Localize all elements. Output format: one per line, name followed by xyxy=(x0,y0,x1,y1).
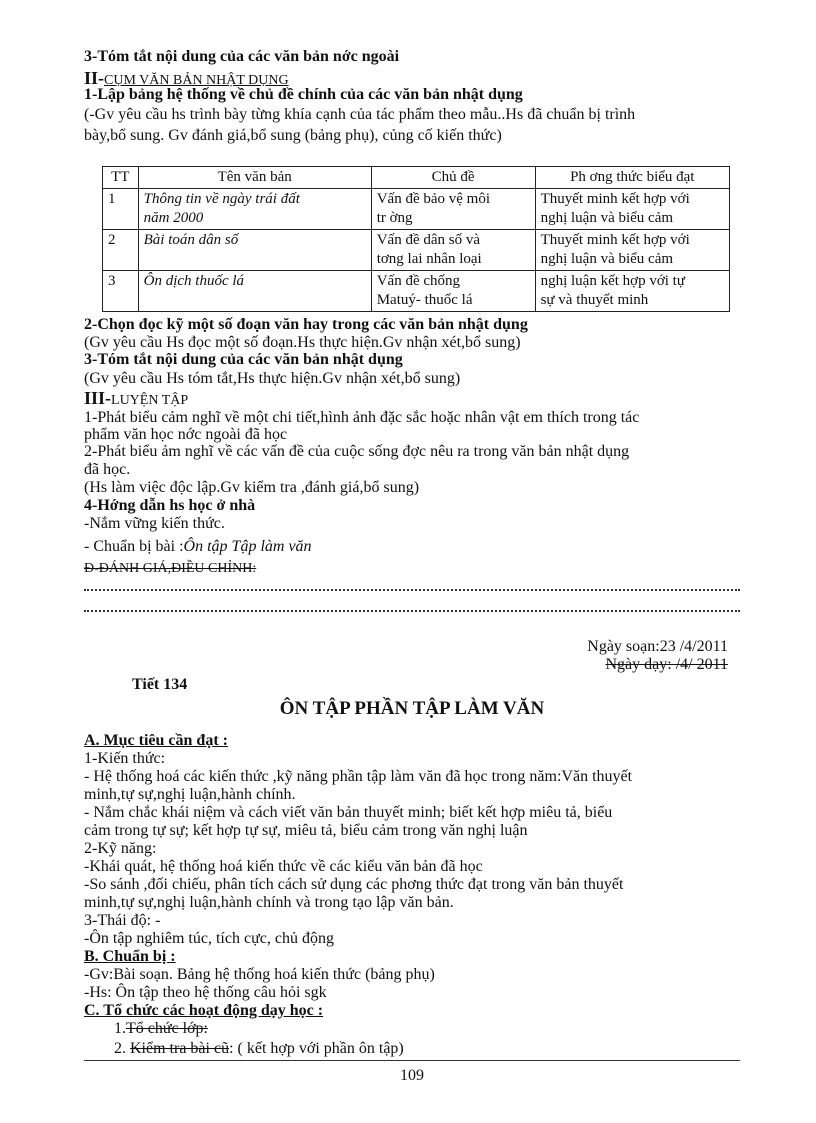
section-ii-title: CỤM VĂN BẢN NHẬT DỤNG xyxy=(104,73,289,88)
header-topic: Chủ đề xyxy=(371,167,535,189)
c-item2: 2. Kiểm tra bài cũ: ( kết hợp với phần ôn tập) xyxy=(114,1040,404,1057)
a-knowledge-line1: - Hệ thống hoá các kiến thức ,kỹ năng phần tập làm văn đã học trong năm:Văn thuyết xyxy=(84,768,633,785)
next-lesson-title: Ôn tập Tập làm văn xyxy=(183,538,312,555)
item3-desc: (Gv yêu cầu Hs tóm tắt,Hs thực hiện.Gv nhận xét,bổ sung) xyxy=(84,370,461,387)
item2-desc: (Gv yêu cầu Hs đọc một số đoạn.Hs thực hiện.Gv nhận xét,bổ sung) xyxy=(84,334,521,351)
method-cell: Thuyết minh kết hợp với nghị luận và biểu cảm xyxy=(535,230,729,271)
item3-title: 3-Tóm tắt nội dung của các văn bản nhật dụng xyxy=(84,351,403,368)
section-iii-number: III- xyxy=(84,388,112,408)
heading-summary-foreign: 3-Tóm tắt nội dung của các văn bản nớc ngoài xyxy=(84,48,400,65)
section-a-title: A. Mục tiêu cần đạt : xyxy=(84,732,228,749)
topic-cell: Vấn đề dân số và tơng lai nhân loại xyxy=(371,230,535,271)
topic-cell: Vấn đề bảo vệ môi tr ờng xyxy=(371,189,535,230)
a-skills-line2: -So sánh ,đối chiếu, phân tích cách sử dụng các phơng thức đạt trong văn bản thuyết xyxy=(84,876,624,893)
b-student-prep: -Hs: Ôn tập theo hệ thống câu hỏi sgk xyxy=(84,984,327,1001)
header-tt: TT xyxy=(103,167,139,189)
evaluation-heading: Đ-ĐÁNH GIÁ,ĐIỀU CHỈNH: xyxy=(84,561,257,576)
table-row xyxy=(103,189,730,230)
page-title: ÔN TẬP PHẦN TẬP LÀM VĂN xyxy=(279,698,545,719)
topic-cell: Vấn đề chống Matuý- thuốc lá xyxy=(371,271,535,312)
a-skills-label: 2-Kỹ năng: xyxy=(84,840,157,857)
header-method: Ph ơng thức biểu đạt xyxy=(535,167,729,189)
item2-title: 2-Chọn đọc kỹ một số đoạn văn hay trong các văn bản nhật dụng xyxy=(84,316,528,333)
row-number: 1 xyxy=(103,189,139,230)
homework-item2: - Chuẩn bị bài :Ôn tập Tập làm văn xyxy=(84,538,312,555)
a-attitude-line1: -Ôn tập nghiêm túc, tích cực, chủ động xyxy=(84,930,334,947)
b-teacher-prep: -Gv:Bài soạn. Bảng hệ thống hoá kiến thức (bảng phụ) xyxy=(84,966,435,983)
dotted-line xyxy=(84,588,740,591)
lesson-number: Tiết 134 xyxy=(132,676,188,693)
table-row xyxy=(103,230,730,271)
table-row xyxy=(103,271,730,312)
practice-item1-line1: 1-Phát biểu cảm nghĩ về một chi tiết,hình ảnh đặc sắc hoặc nhân vật em thích trong tác xyxy=(84,409,640,426)
footer-rule xyxy=(84,1060,740,1061)
text-title-cell: Thông tin về ngày trái đất năm 2000 xyxy=(138,189,371,230)
practice-item1-line2: phẩm văn học nớc ngoài đã học xyxy=(84,426,288,443)
row-number: 3 xyxy=(103,271,139,312)
c-item1: 1.Tổ chức lớp: xyxy=(114,1020,208,1037)
date-prepared: Ngày soạn:23 /4/2011 xyxy=(587,638,728,655)
method-cell: nghị luận kết hợp với tự sự và thuyết minh xyxy=(535,271,729,312)
topic-table xyxy=(102,166,730,312)
a-skills-line1: -Khái quát, hệ thống hoá kiến thức về các kiểu văn bản đã học xyxy=(84,858,483,875)
section-iii-heading xyxy=(84,389,188,410)
text-title-cell: Ôn dịch thuốc lá xyxy=(138,271,371,312)
section-b-title: B. Chuẩn bị : xyxy=(84,948,176,965)
item1-desc-line1: (-Gv yêu cầu hs trình bày từng khía cạnh của tác phẩm theo mẫu..Hs đã chuẩn bị trình xyxy=(84,106,636,123)
a-knowledge-line3: - Nắm chắc khái niệm và cách viết văn bản thuyết minh; biết kết hợp miêu tả, biểu xyxy=(84,804,613,821)
page-number: 109 xyxy=(400,1067,424,1084)
practice-item2-line1: 2-Phát biểu ảm nghĩ về các vấn đề của cuộc sống đợc nêu ra trong văn bản nhật dụng xyxy=(84,443,630,460)
item1-desc-line2: bày,bổ sung. Gv đánh giá,bổ sung (bảng phụ), củng cố kiến thức) xyxy=(84,127,502,144)
section-ii-number: II- xyxy=(84,68,105,88)
section-c-title: C. Tổ chức các hoạt động dạy học : xyxy=(84,1002,324,1019)
row-number: 2 xyxy=(103,230,139,271)
table-header-row xyxy=(103,167,730,189)
dotted-line xyxy=(84,609,740,612)
a-knowledge-line4: cảm trong tự sự; kết hợp tự sự, miêu tả, biểu cảm trong văn nghị luận xyxy=(84,822,528,839)
a-knowledge-label: 1-Kiến thức: xyxy=(84,750,166,767)
a-attitude-label: 3-Thái độ: - xyxy=(84,912,161,929)
a-skills-line3: minh,tự sự,nghị luận,hành chính và trong tạo lập văn bản. xyxy=(84,894,454,911)
section-iii-title: LUYỆN TẬP xyxy=(111,393,189,408)
homework-title: 4-Hớng dẫn hs học ở nhà xyxy=(84,497,256,514)
header-name: Tên văn bản xyxy=(138,167,371,189)
method-cell: Thuyết minh kết hợp với nghị luận và biểu cảm xyxy=(535,189,729,230)
text-title-cell: Bài toán dân số xyxy=(138,230,371,271)
practice-note: (Hs làm việc độc lập.Gv kiểm tra ,đánh giá,bổ sung) xyxy=(84,479,420,496)
homework-item1: -Nắm vững kiến thức. xyxy=(84,515,225,532)
a-knowledge-line2: minh,tự sự,nghị luận,hành chính. xyxy=(84,786,296,803)
item1-title: 1-Lập bảng hệ thống về chủ đề chính của các văn bản nhật dụng xyxy=(84,86,523,103)
practice-item2-line2: đã học. xyxy=(84,461,131,478)
date-taught: Ngày dạy: /4/ 2011 xyxy=(605,656,728,673)
